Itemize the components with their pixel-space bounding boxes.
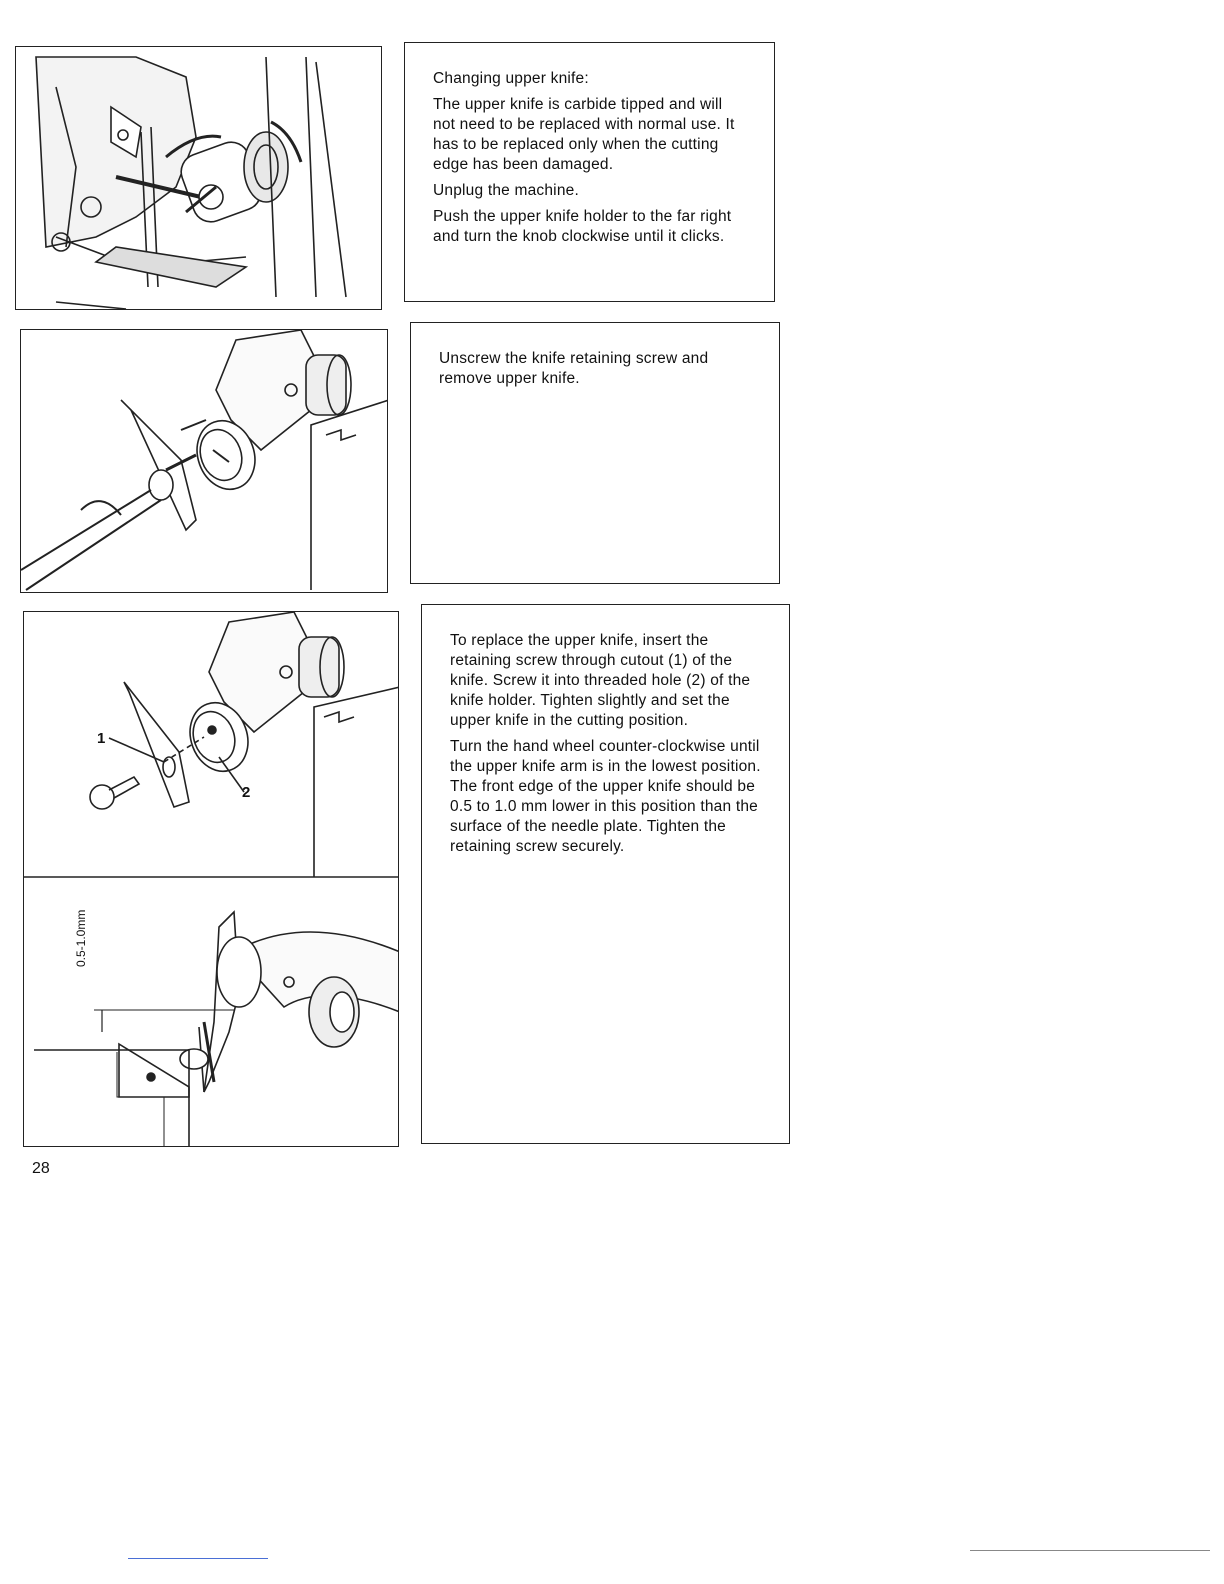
- paragraph: Push the upper knife holder to the far right and turn the knob clockwise until it clicks.: [433, 208, 732, 245]
- figure-replace-knife-frame: [23, 611, 399, 1147]
- footer-rule-right: [970, 1550, 1210, 1551]
- paragraph: Unplug the machine.: [433, 182, 579, 199]
- figure-knife-holder-overview: [15, 46, 382, 310]
- figure-unscrew-knife: [20, 329, 388, 593]
- text-box-replace-knife: [421, 604, 790, 1144]
- callout-2: 2: [242, 784, 251, 801]
- paragraph: The upper knife is carbide tipped and will not need to be replaced with normal use. It has to be replaced only when the cutting edge has been damaged.: [433, 96, 735, 173]
- text-box-changing-upper-knife: [404, 42, 775, 302]
- page-number: 28: [32, 1160, 50, 1177]
- text-box-unscrew-knife: [410, 322, 780, 584]
- overview-illustration: [16, 47, 382, 310]
- callout-1: 1: [97, 730, 106, 747]
- paragraph: To replace the upper knife, insert the retaining screw through cutout (1) of the knife. Screw it into threaded hole (2) of the knife holder. Tighten slightly and set the upper knife in the cutting position.: [450, 632, 751, 729]
- paragraph: Turn the hand wheel counter-clockwise until the upper knife arm is in the lowest position. The front edge of the upper knife should be 0.5 to 1.0 mm lower in this position than the surface of the needle plate. Tighten the retaining screw securely.: [450, 738, 761, 855]
- section-heading: Changing upper knife:: [433, 70, 589, 87]
- paragraph: Unscrew the knife retaining screw and remove upper knife.: [439, 350, 709, 387]
- unscrew-illustration: [21, 330, 388, 593]
- footer-rule-left: [128, 1558, 268, 1559]
- replace-knife-illustrations: [24, 612, 399, 1147]
- dimension-label: 0.5-1.0mm: [74, 909, 88, 967]
